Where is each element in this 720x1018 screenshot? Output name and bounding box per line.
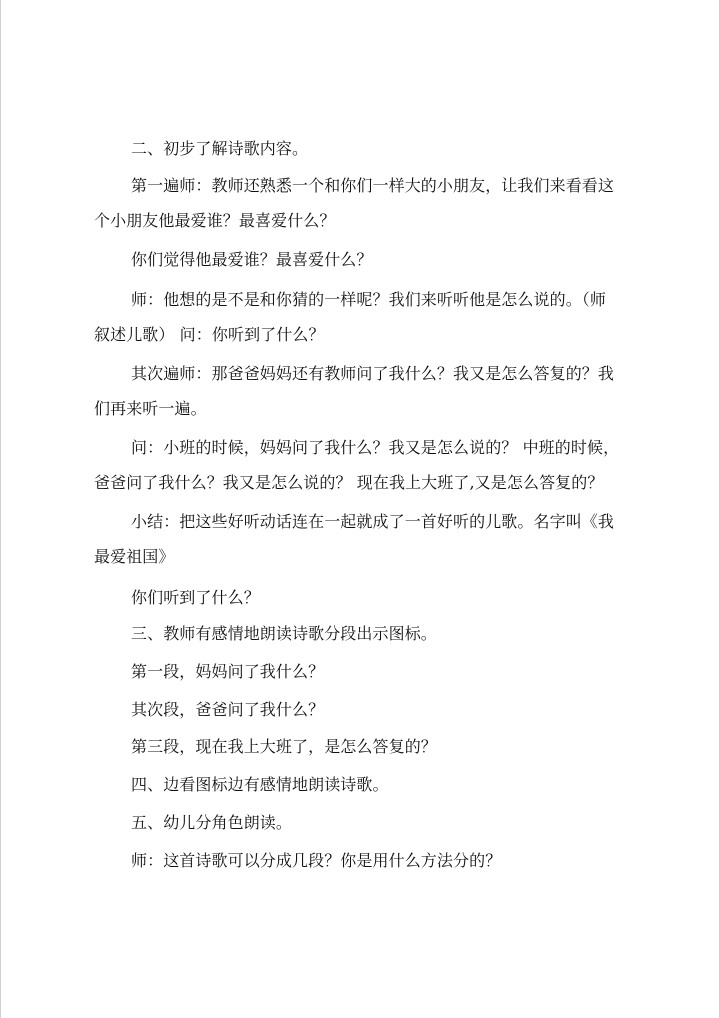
paragraph-line: 师：他想的是不是和你猜的一样呢？我们来听听他是怎么说的。（师 xyxy=(131,290,607,309)
paragraph-line: 你们觉得他最爱谁？最喜爱什么？ xyxy=(131,250,373,269)
paragraph-line: 师：这首诗歌可以分成几段？你是用什么方法分的？ xyxy=(131,851,502,870)
paragraph-line: 其次段，爸爸问了我什么？ xyxy=(131,700,325,719)
paragraph-line: 个小朋友他最爱谁？最喜爱什么？ xyxy=(94,211,336,230)
section-heading-3: 三、教师有感情地朗读诗歌分段出示图标。 xyxy=(131,624,437,643)
paragraph-line: 第三段，现在我上大班了，是怎么答复的？ xyxy=(131,737,437,756)
paragraph-line: 小结：把这些好听动话连在一起就成了一首好听的儿歌。名字叫《我 xyxy=(131,512,615,531)
section-heading-4: 四、边看图标边有感情地朗读诗歌。 xyxy=(131,775,389,794)
paragraph-line: 们再来听一遍。 xyxy=(94,399,207,418)
section-heading-5: 五、幼儿分角色朗读。 xyxy=(131,813,293,832)
paragraph-line: 其次遍师：那爸爸妈妈还有教师问了我什么？我又是怎么答复的？我 xyxy=(131,364,615,383)
section-heading-2: 二、初步了解诗歌内容。 xyxy=(131,139,309,158)
paragraph-line: 第一遍师：教师还熟悉一个和你们一样大的小朋友，让我们来看看这 xyxy=(131,176,615,195)
paragraph-line: 问：小班的时候，妈妈问了我什么？我又是怎么说的？ 中班的时候， xyxy=(131,438,620,457)
paragraph-line: 最爱祖国》 xyxy=(94,547,175,566)
paragraph-line: 爸爸问了我什么？我又是怎么说的？ 现在我上大班了,又是怎么答复的？ xyxy=(94,473,604,492)
paragraph-line: 第一段，妈妈问了我什么？ xyxy=(131,662,325,681)
paragraph-line: 叙述儿歌） 问：你听到了什么？ xyxy=(94,325,325,344)
paragraph-line: 你们听到了什么？ xyxy=(131,588,260,607)
